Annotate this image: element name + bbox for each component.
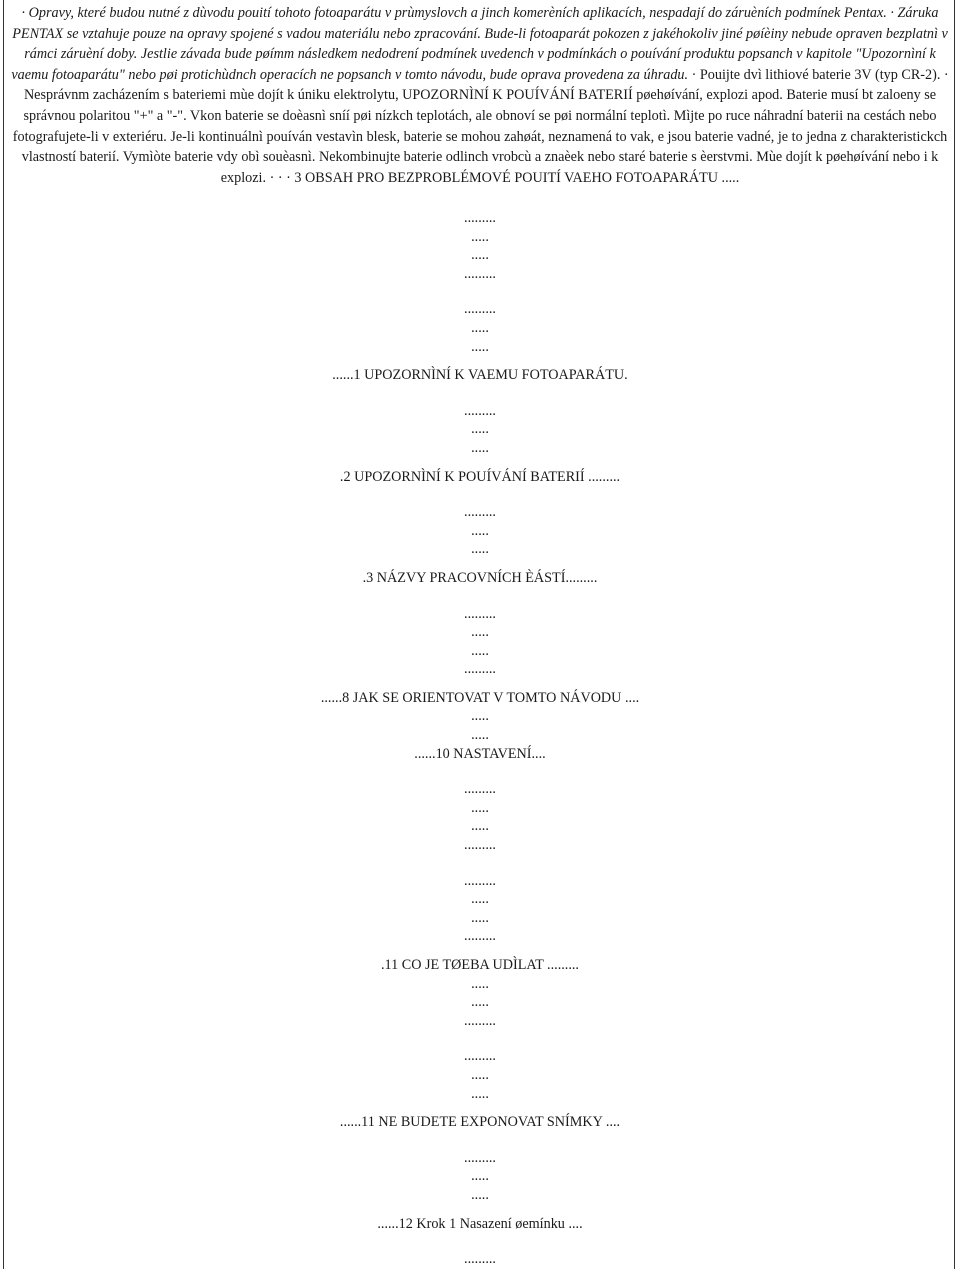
- toc-leader: .....: [471, 818, 489, 835]
- toc-leader: .....: [471, 708, 489, 725]
- toc-entry-battery-warnings: .2 UPOZORNÌNÍ K POUÍVÁNÍ BATERIÍ .........: [339, 468, 621, 485]
- toc-leader: .....: [471, 1186, 489, 1203]
- toc-leader: .....: [471, 799, 489, 816]
- toc-leader: .....: [471, 891, 489, 908]
- toc-leader: .....: [471, 1066, 489, 1083]
- toc-entry-what-to-do: .11 CO JE TØEBA UDÌLAT .........: [381, 957, 579, 973]
- toc-entry-part-names: .3 NÁZVY PRACOVNÍCH ÈÁSTÍ.........: [362, 569, 598, 586]
- toc-leader: .....: [471, 338, 489, 355]
- toc-leader: .........: [464, 661, 496, 678]
- toc-entry-strap: ......12 Krok 1 Nasazení øemínku ....: [377, 1215, 583, 1232]
- toc-leader: .....: [471, 909, 489, 926]
- toc-leader: .....: [471, 439, 489, 456]
- toc-leader: .........: [464, 1012, 496, 1029]
- toc-leader: .....: [471, 421, 489, 438]
- toc-leader: .........: [464, 928, 496, 945]
- toc-leader: .........: [464, 301, 496, 318]
- toc-leader: .........: [464, 837, 496, 854]
- toc-entry-no-exposure: ......11 NE BUDETE EXPONOVAT SNÍMKY ....: [339, 1114, 621, 1131]
- toc-leader: .....: [471, 541, 489, 558]
- warranty-paragraph: · Opravy, které budou nutné z dùvodu pouití tohoto fotoaparátu v prùmyslovch a jinch komerèních aplikacích, nespadají do záruèních podmínek Pentax. · Záruka PENTAX se vztahuje pouze na opravy spojené s vadou materiálu nebo zpracování. Bude-li fotoaparát pokozen z jakéhokoliv jiné pøíèiny nebude opraven bezplatnì v rámci záruèní doby.: [12, 5, 948, 63]
- flash-paragraph: Je-li kontinuálnì pouíván vestavìn blesk, baterie se mohou zahøát, neznamená to vak, e jsou baterie vadné, je to jedna z charakteristickch vlastností baterií. Vymìòte baterie vdy obì souèasnì. Nekombinujte baterie odlinch vrobcù a znaèek nebo staré baterie s èerstvmi. Mùe dojít k pøehøívání nebo i k explozi. · · · 3 OBSAH PRO BEZPROBLÉMOVÉ POUITÍ VAEHO FOTOAPARÁTU .....: [21, 128, 948, 186]
- toc-leader: .........: [464, 781, 496, 798]
- toc-entry-camera-warnings: ......1 UPOZORNÌNÍ K VAEMU FOTOAPARÁTU.: [332, 367, 628, 384]
- repair-paragraph: Jestlie závada bude pøímm následkem nedodrení podmínek uvedench v podmínkách o pouívání produktu popsanch v kapitole "Upozornìní k vaemu fotoaparátu" nebo pøi protichùdnch operacích ne popsanch v tomto návodu, bude oprava provedena za úhradu.: [11, 46, 936, 83]
- toc-leader: .....: [471, 522, 489, 539]
- battery-paragraph: · Pouijte dvì lithiové baterie 3V (typ CR-2). · Nesprávnm zacházením s bateriemi mùe dojít k úniku elektrolytu, UPOZORNÌNÍ K POUÍVÁNÍ BATERIÍ pøehøívání, explozi apod. Baterie musí bt zaloeny se správnou polaritou "+" a "-". Vkon baterie se doèasnì sníí pøi nízkch teplotách, ale obnoví se pøi normální teplotì. Mìjte po ruce náhradní baterii na cestách nebo fotografujete-li v exteriéru.: [12, 66, 949, 145]
- toc-entry-orientation: ......8 JAK SE ORIENTOVAT V TOMTO NÁVODU ....: [320, 689, 640, 706]
- toc-leader: .....: [471, 1085, 489, 1102]
- toc-leader: .........: [464, 402, 496, 419]
- toc-leader: .....: [471, 228, 489, 245]
- toc-leader: .........: [464, 605, 496, 622]
- toc-leader: .....: [471, 1168, 489, 1185]
- intro-text: [6, 3, 954, 188]
- table-of-contents: [0, 209, 960, 1269]
- toc-leader: .........: [464, 1149, 496, 1166]
- toc-leader: .........: [464, 265, 496, 282]
- toc-leader: .........: [464, 1251, 496, 1268]
- toc-leader: .....: [471, 642, 489, 659]
- toc-leader: .........: [464, 872, 496, 889]
- toc-entry-settings: ......10 NASTAVENÍ....: [414, 745, 546, 762]
- toc-leader: .....: [471, 975, 489, 992]
- toc-leader: .....: [471, 994, 489, 1011]
- toc-leader: .........: [464, 504, 496, 521]
- toc-leader: .....: [471, 624, 489, 641]
- toc-leader: .....: [471, 727, 489, 744]
- toc-leader: .........: [464, 210, 496, 226]
- toc-leader: .....: [471, 319, 489, 336]
- toc-leader: .....: [471, 247, 489, 264]
- toc-leader: .........: [464, 1048, 496, 1065]
